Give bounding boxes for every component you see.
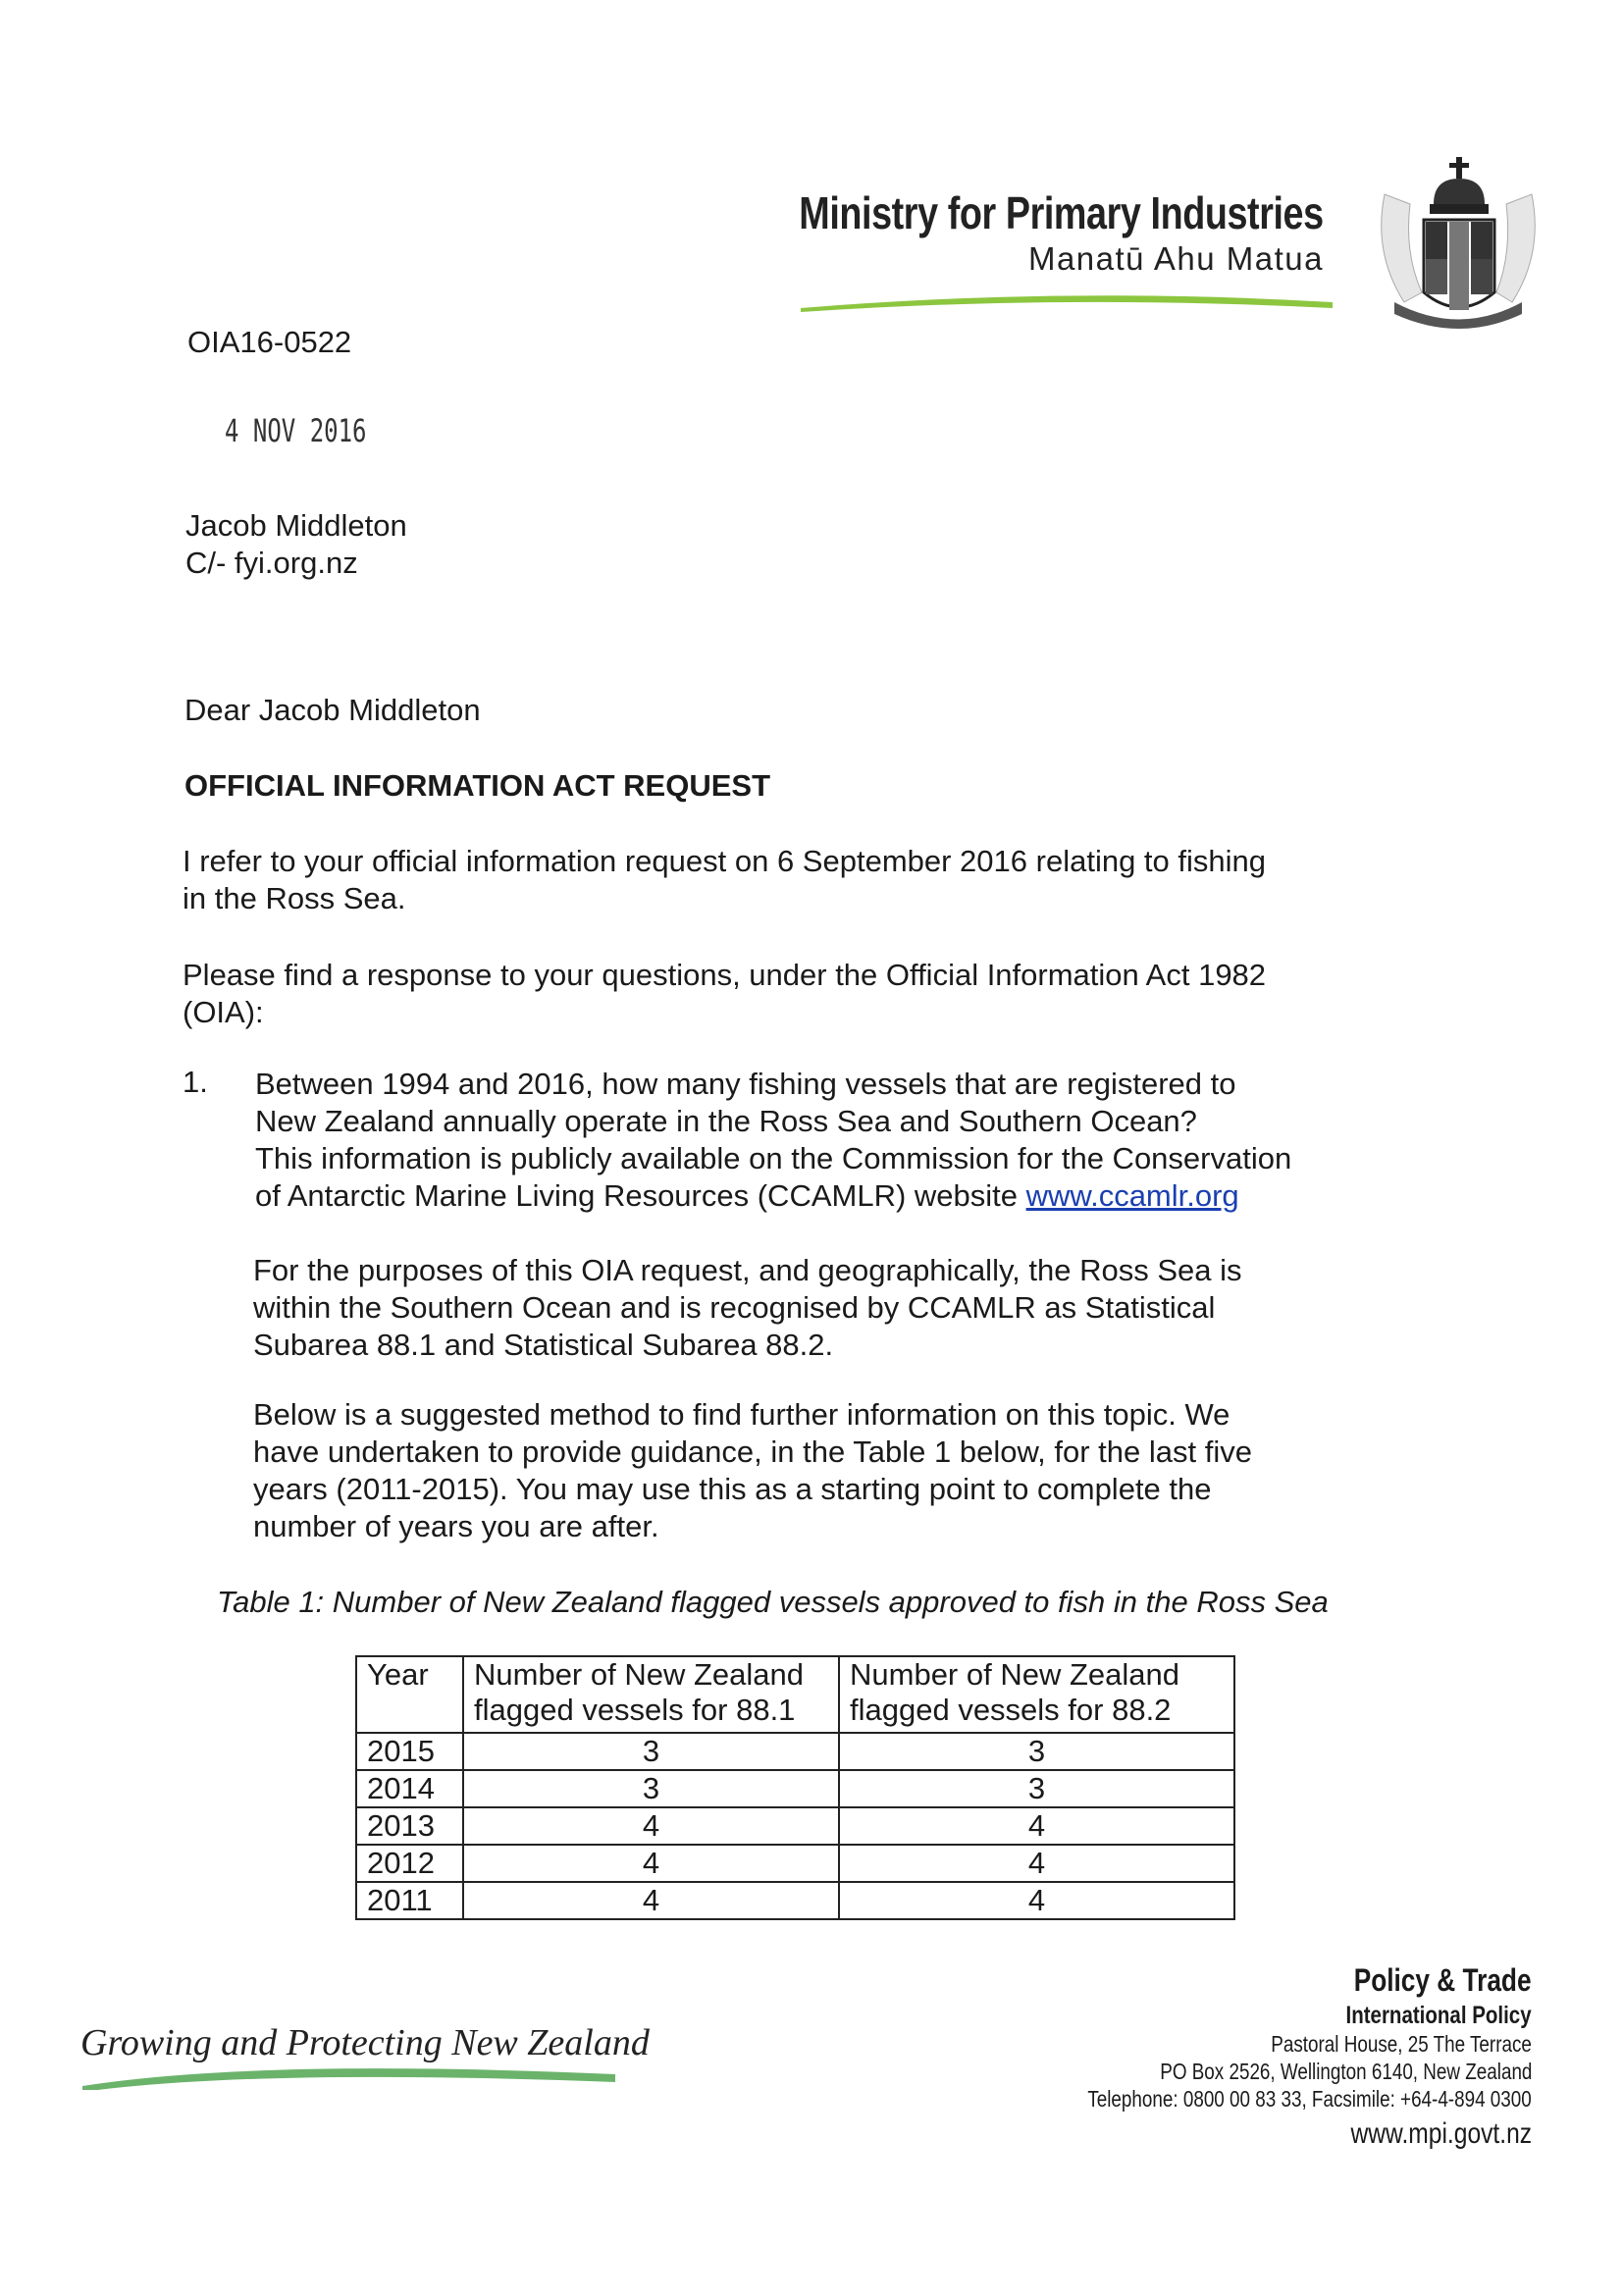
item-question: [255, 1066, 1291, 1215]
cell-88-1: 3: [463, 1770, 839, 1807]
cell-88-2: 3: [839, 1770, 1234, 1807]
table-header-row: [356, 1656, 1234, 1733]
subject-heading: OFFICIAL INFORMATION ACT REQUEST: [184, 768, 771, 803]
table-row: [356, 1807, 1234, 1845]
cell-88-1: 4: [463, 1845, 839, 1882]
text-line: For the purposes of this OIA request, and geographically, the Ross Sea is: [253, 1253, 1242, 1287]
recipient-name: Jacob Middleton: [185, 508, 407, 543]
cell-year: 2015: [356, 1733, 463, 1770]
text-line: (OIA):: [183, 995, 264, 1029]
text-line: Below is a suggested method to find further information on this topic. We: [253, 1397, 1230, 1432]
text-line: New Zealand annually operate in the Ross Sea and Southern Ocean?: [255, 1104, 1197, 1138]
text-line: Subarea 88.1 and Statistical Subarea 88.2.: [253, 1328, 834, 1362]
text-line: in the Ross Sea.: [183, 881, 406, 915]
ccamlr-link[interactable]: www.ccamlr.org: [1025, 1178, 1239, 1213]
text-line-part: of Antarctic Marine Living Resources (CCAMLR) website: [255, 1178, 1026, 1213]
salutation: Dear Jacob Middleton: [184, 693, 481, 727]
header-swoosh: [797, 290, 1336, 314]
text-line: within the Southern Ocean and is recognised by CCAMLR as Statistical: [253, 1290, 1216, 1325]
text-line: have undertaken to provide guidance, in the Table 1 below, for the last five: [253, 1435, 1252, 1469]
text-line: Between 1994 and 2016, how many fishing vessels that are registered to: [255, 1067, 1236, 1101]
footer-website[interactable]: www.mpi.govt.nz: [1350, 2117, 1532, 2150]
recipient-address: C/- fyi.org.nz: [185, 546, 358, 580]
paragraph-intro: [183, 843, 1266, 917]
table-row: [356, 1770, 1234, 1807]
footer-division: Policy & Trade: [1354, 1962, 1532, 1998]
table-row: [356, 1882, 1234, 1919]
item-number: 1.: [183, 1065, 208, 1099]
table-row: [356, 1733, 1234, 1770]
cell-88-2: 4: [839, 1882, 1234, 1919]
text-line: years (2011-2015). You may use this as a starting point to complete the: [253, 1472, 1212, 1506]
reference-number: OIA16-0522: [187, 325, 352, 359]
ministry-maori-name: Manatū Ahu Matua: [1027, 240, 1324, 277]
ministry-name: Ministry for Primary Industries: [799, 187, 1324, 238]
paragraph-response: [183, 957, 1266, 1031]
header-88-1: Number of New Zealand flagged vessels for 88.1: [463, 1656, 839, 1733]
cell-88-1: 4: [463, 1882, 839, 1919]
text-line: This information is publicly available on the Commission for the Conservation: [255, 1141, 1292, 1175]
cell-88-2: 4: [839, 1807, 1234, 1845]
table-row: [356, 1845, 1234, 1882]
text-line: Please find a response to your questions, under the Official Information Act 1982: [183, 958, 1267, 992]
nz-coat-of-arms-icon: [1365, 155, 1551, 332]
cell-88-1: 4: [463, 1807, 839, 1845]
header-year: Year: [356, 1656, 463, 1733]
header-88-2: Number of New Zealand flagged vessels for 88.2: [839, 1656, 1234, 1733]
cell-year: 2011: [356, 1882, 463, 1919]
cell-88-2: 4: [839, 1845, 1234, 1882]
cell-year: 2013: [356, 1807, 463, 1845]
footer-tagline: Growing and Protecting New Zealand: [80, 2022, 650, 2063]
text-line: number of years you are after.: [253, 1509, 659, 1543]
table-caption: Table 1: Number of New Zealand flagged vessels approved to fish in the Ross Sea: [217, 1585, 1329, 1619]
item-paragraph-method: [253, 1396, 1252, 1545]
text-line: [255, 1177, 1291, 1215]
cell-year: 2014: [356, 1770, 463, 1807]
text-line: I refer to your official information request on 6 September 2016 relating to fishing: [183, 844, 1266, 878]
footer-swoosh: [80, 2061, 620, 2090]
vessels-table: [355, 1655, 1235, 1920]
footer-phone: Telephone: 0800 00 83 33, Facsimile: +64-4-894 0300: [1087, 2086, 1532, 2112]
footer-address-2: PO Box 2526, Wellington 6140, New Zealand: [1159, 2059, 1532, 2084]
cell-year: 2012: [356, 1845, 463, 1882]
item-paragraph-ross-sea: [253, 1252, 1242, 1364]
cell-88-1: 3: [463, 1733, 839, 1770]
cell-88-2: 3: [839, 1733, 1234, 1770]
footer-unit: International Policy: [1345, 2002, 1532, 2029]
footer-address-1: Pastoral House, 25 The Terrace: [1271, 2031, 1532, 2057]
date-stamp: 4 NOV 2016: [225, 412, 367, 449]
